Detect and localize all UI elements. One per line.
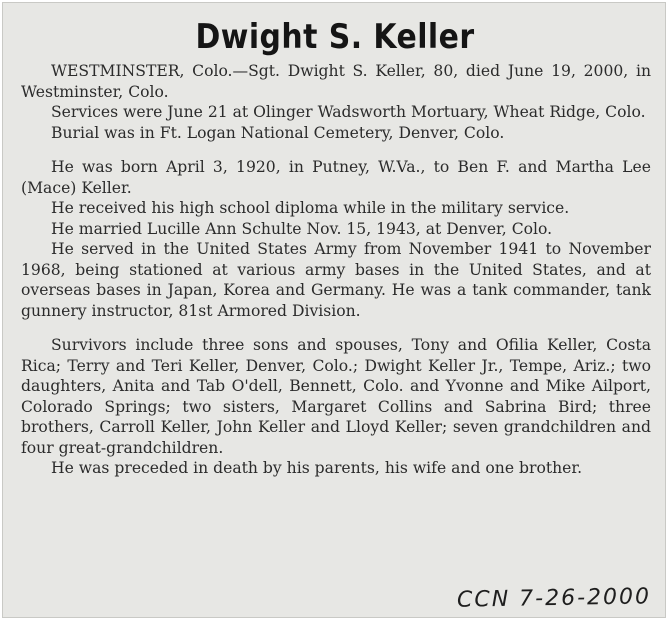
obituary-body	[21, 61, 651, 479]
paragraph-birth: He was born April 3, 1920, in Putney, W.Va., to Ben F. and Martha Lee (Mace) Keller.	[21, 158, 651, 197]
paragraph-death-notice: WESTMINSTER, Colo.—Sgt. Dwight S. Keller, 80, died June 19, 2000, in Westminster, Colo.	[21, 62, 651, 101]
paragraph-marriage: He married Lucille Ann Schulte Nov. 15, 1943, at Denver, Colo.	[51, 219, 553, 238]
paragraph-services: Services were June 21 at Olinger Wadsworth Mortuary, Wheat Ridge, Colo.	[51, 103, 646, 121]
paragraph-preceded: He was preceded in death by his parents, his wife and one brother.	[51, 459, 583, 477]
handwritten-date-note: CCN 7-26-2000	[456, 584, 652, 613]
paragraph-burial: Burial was in Ft. Logan National Cemetery, Denver, Colo.	[51, 123, 505, 142]
obituary-headline: Dwight S. Keller	[195, 17, 475, 57]
obituary-clipping	[2, 2, 666, 618]
paragraph-education: He received his high school diploma while in the military service.	[51, 199, 570, 217]
paragraph-survivors: Survivors include three sons and spouses, Tony and Ofilia Keller, Costa Rica; Terry and Teri Keller, Denver, Colo.; Dwight Keller Jr., Tempe, Ariz.; two daughters, Anita and Tab O'dell, Bennett, Colo. and Yvonne and Mike Ailport, Colorado Springs; two sisters, Margaret Collins and Sabrina Bird; three brothers, Carroll Keller, John Keller and Lloyd Keller; seven grandchildren and four great-grandchildren.	[21, 336, 651, 457]
paragraph-military-service: He served in the United States Army from November 1941 to November 1968, being stationed at various army bases in the United States, and at overseas bases in Japan, Korea and Germany. He was a tank commander, tank gunnery instructor, 81st Armored Division.	[21, 240, 651, 320]
